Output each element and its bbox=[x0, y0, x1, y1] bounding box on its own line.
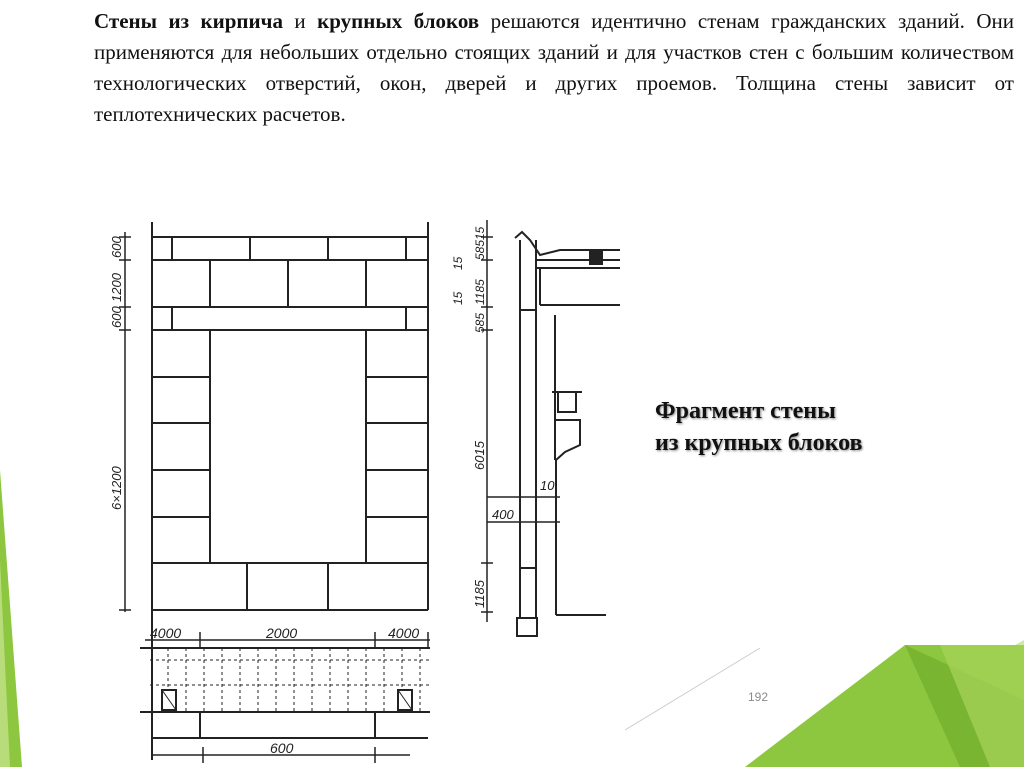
dim-1200-top: 1200 bbox=[109, 273, 124, 302]
wall-elevation bbox=[140, 222, 430, 760]
figure-caption bbox=[655, 395, 862, 459]
dim-600-lower: 600 bbox=[109, 306, 124, 328]
dim-6015: 6015 bbox=[472, 441, 487, 470]
intro-text-2: решаются идентично стенам гражданских зданий. Они применяются для небольших отдельно стоящих зданий и для участков стен с большим количеством технологических отверстий, окон, дверей и других проемов. Толщина стены зависит от теплотехнических расчетов. bbox=[94, 9, 1014, 126]
dim-585-b: 585 bbox=[473, 312, 487, 333]
dim-15-a: 15 bbox=[473, 226, 487, 240]
dim-400: 400 bbox=[492, 507, 514, 522]
dim-6x1200: 6×1200 bbox=[109, 466, 124, 510]
intro-bold-2: крупных блоков bbox=[317, 9, 480, 33]
page-number: 192 bbox=[748, 690, 769, 704]
dim-4000-right: 4000 bbox=[388, 625, 420, 641]
foundation-blocks bbox=[162, 690, 412, 710]
dim-1185-b: 1185 bbox=[472, 580, 487, 608]
dim-4000-left: 4000 bbox=[150, 625, 182, 641]
intro-bold-1: Стены из кирпича bbox=[94, 9, 283, 33]
dim-600-base: 600 bbox=[270, 740, 294, 756]
dim-15-c: 15 bbox=[451, 291, 465, 305]
dim-1185-a: 1185 bbox=[473, 279, 487, 305]
dim-2000: 2000 bbox=[266, 625, 298, 641]
dim-585-a: 585 bbox=[473, 239, 487, 260]
caption-line-1: Фрагмент стены bbox=[655, 398, 836, 424]
caption-line-2: из крупных блоков bbox=[655, 430, 863, 456]
foundation-grid bbox=[150, 648, 430, 712]
dim-10: 10 bbox=[540, 478, 555, 493]
dim-15-b: 15 bbox=[451, 256, 465, 270]
intro-text-1: и bbox=[282, 9, 318, 33]
dim-600-top: 600 bbox=[109, 236, 124, 258]
wall-section bbox=[515, 232, 620, 636]
